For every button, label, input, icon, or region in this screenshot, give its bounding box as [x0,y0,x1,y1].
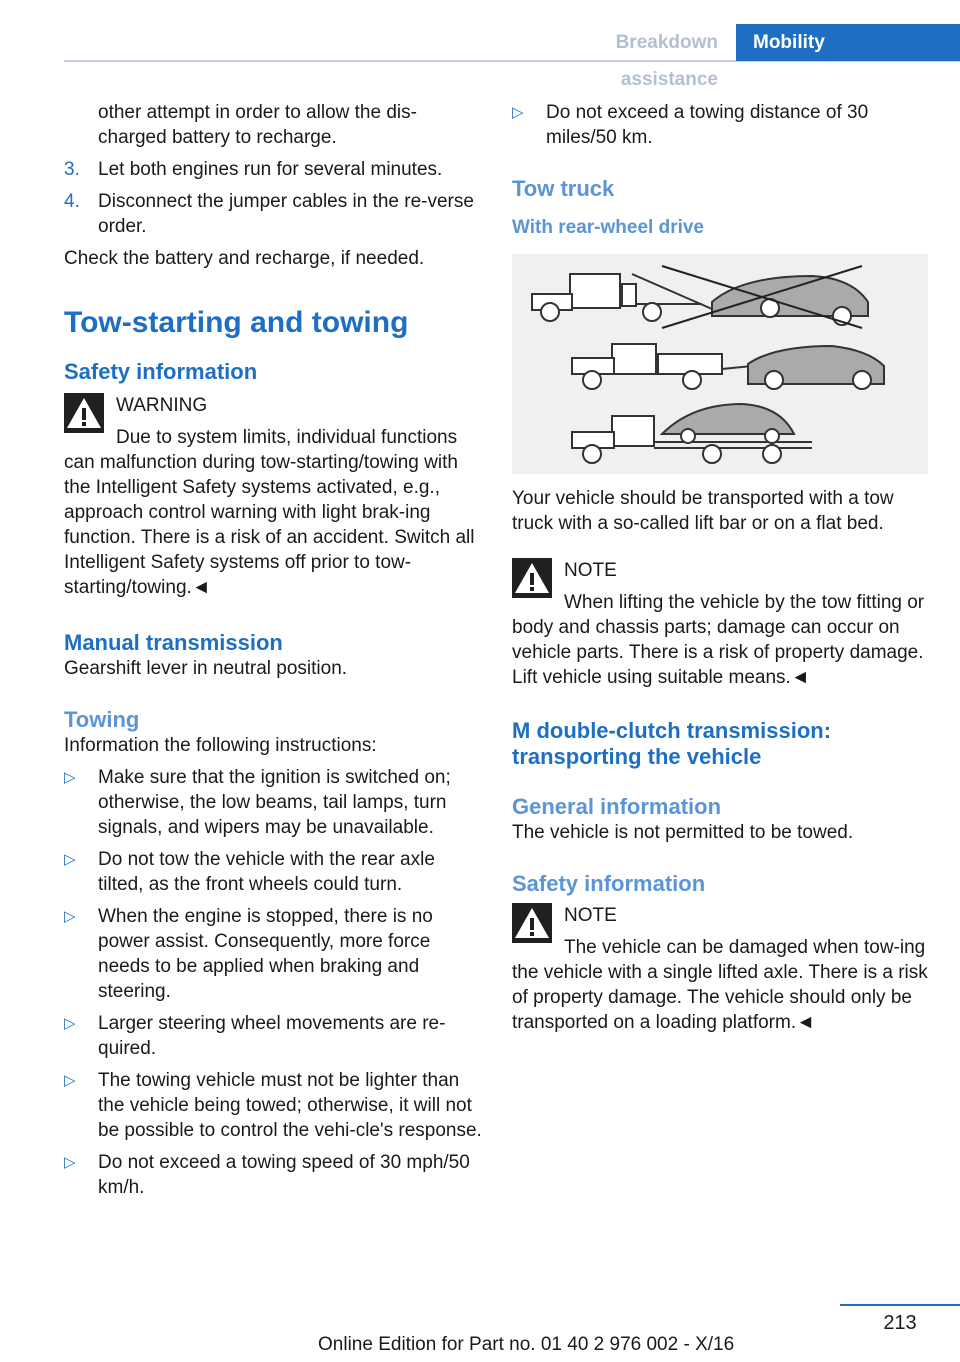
step-number: 4. [64,191,80,212]
note-label: NOTE [564,905,617,926]
edition-text: Online Edition for Part no. 01 40 2 976 002 - X/16 [318,1334,735,1355]
bullet-arrow-icon: ▷ [64,851,76,868]
bullet-arrow-icon: ▷ [512,104,524,121]
towing-instructions-list [64,765,484,1200]
manual-transmission-text: Gearshift lever in neutral position. [64,658,348,679]
page-title: Tow-starting and towing [64,306,409,339]
safety-heading: Safety information [64,359,258,384]
warning-block [64,393,484,600]
safety-info-heading: Safety information [512,871,706,896]
header-chapter-tab[interactable]: Mobility [736,24,960,61]
list-item: ▷ Do not exceed a towing speed of 30 mph/50 km/h. [64,1152,470,1198]
warning-text: Due to system limits, individual functions can malfunction during tow-starting/towing with the Intelligent Safety systems activated, e.g., approach control warning with light brak-ing function. There is a risk of an accident. Switch all Intelligent Safety systems off prior to tow-starting/towing.◄ [64,427,475,598]
list-item: ▷ The towing vehicle must not be lighter than the vehicle being towed; otherwise, it will not be possible to control the vehi-cle's response. [64,1070,482,1141]
bullet-arrow-icon: ▷ [64,1154,76,1171]
warning-icon [512,903,552,943]
note-block [512,903,932,1035]
towing-heading: Towing [64,707,140,732]
right-column [512,100,932,1035]
general-info-text: The vehicle is not permitted to be towed. [512,822,854,843]
mdct-heading: M double-clutch transmission: transporting the vehicle [512,718,832,769]
bullet-arrow-icon: ▷ [64,1072,76,1089]
step-number: 3. [64,159,80,180]
list-item: ▷ Make sure that the ignition is switched on; otherwise, the low beams, tail lamps, turn signals, and wipers may be unavailable. [64,767,451,838]
tow-truck-heading: Tow truck [512,176,615,201]
bullet-arrow-icon: ▷ [64,908,76,925]
list-item: ▷ When the engine is stopped, there is no power assist. Consequently, more force needs to be applied when braking and steering. [64,906,433,1002]
note-label: NOTE [564,560,617,581]
note-block [512,558,932,690]
warning-icon [64,393,104,433]
list-item: ▷ Do not exceed a towing distance of 30 miles/50 km. [512,102,869,148]
tow-truck-text: Your vehicle should be transported with a tow truck with a so-called lift bar or on a flat bed. [512,488,894,534]
left-column [64,100,484,1200]
manual-transmission-heading: Manual transmission [64,630,283,655]
tow-truck-illustration [512,254,928,474]
header-section-title: Breakdown assistance [615,32,718,90]
bullet-arrow-icon: ▷ [64,1015,76,1032]
list-item: ▷ Do not tow the vehicle with the rear axle tilted, as the front wheels could turn. [64,849,435,895]
step-4: 4. Disconnect the jumper cables in the re-verse order. [64,191,474,237]
page-number: 213 [883,1312,917,1334]
warning-icon [512,558,552,598]
note-text: The vehicle can be damaged when tow-ing the vehicle with a single lifted axle. There is a risk of property damage. The vehicle should only be transported on a loading platform.◄ [512,937,928,1033]
rear-wheel-drive-heading: With rear-wheel drive [512,217,704,238]
check-battery-text: Check the battery and recharge, if needed. [64,248,425,269]
warning-label: WARNING [116,395,208,416]
list-item: ▷ Larger steering wheel movements are re-quired. [64,1013,446,1059]
general-info-heading: General information [512,794,722,819]
towing-intro: Information the following instructions: [64,735,377,756]
note-text: When lifting the vehicle by the tow fitting or body and chassis parts; damage can occur on vehicle parts. There is a risk of property damage. Lift vehicle using suitable means.◄ [512,592,925,688]
continued-text: other attempt in order to allow the dis- charged battery to recharge. [98,102,417,148]
bullet-arrow-icon: ▷ [64,769,76,786]
footer-rule [840,1304,960,1306]
step-3: 3. Let both engines run for several minutes. [64,159,443,180]
